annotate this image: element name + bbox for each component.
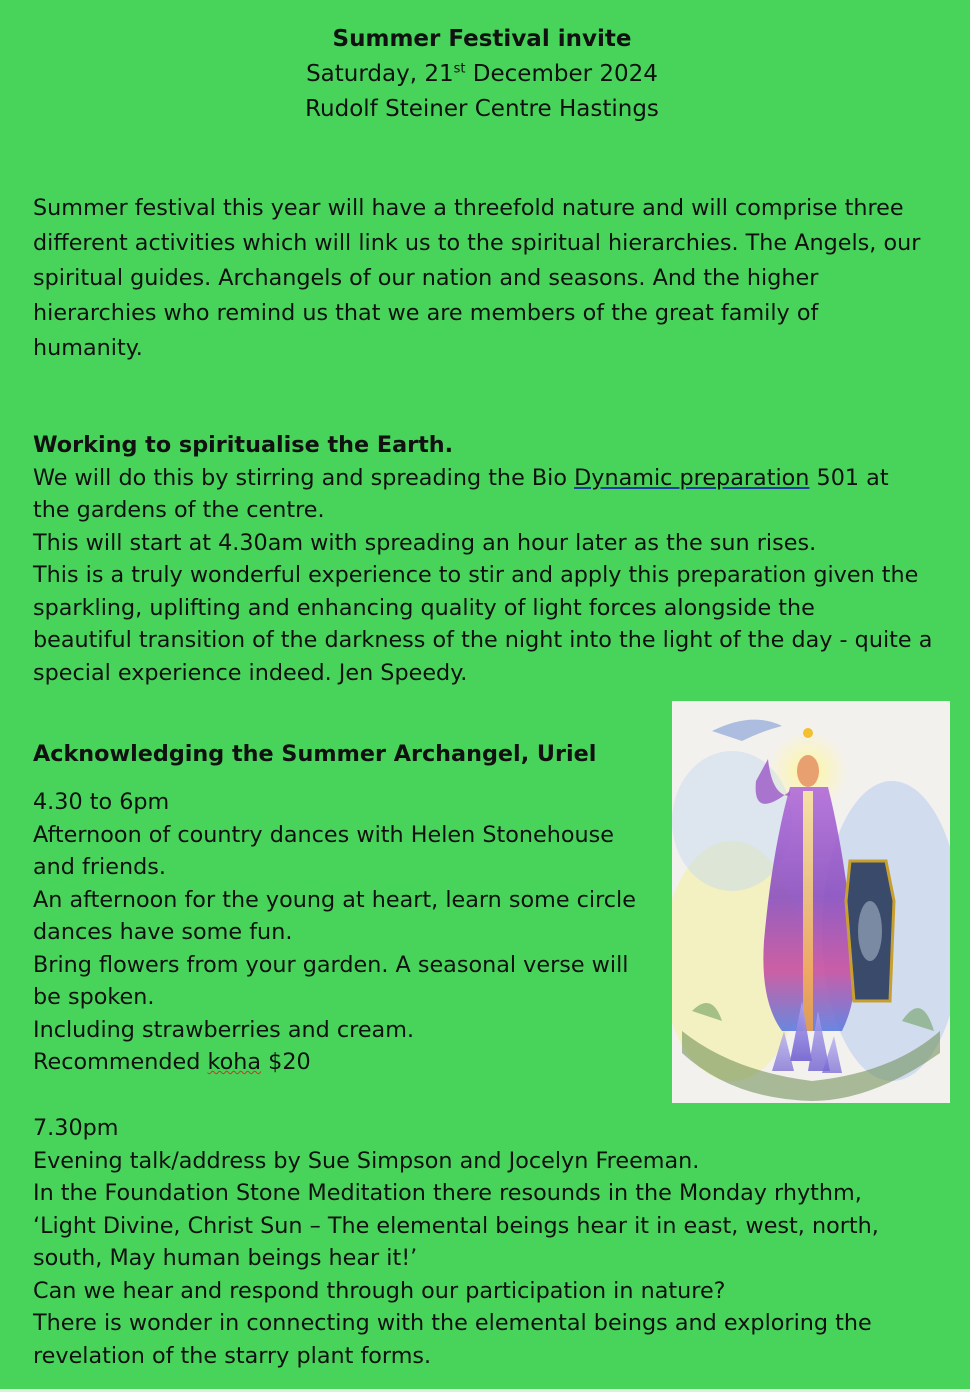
section-line: Afternoon of country dances with Helen Stonehouse (33, 821, 614, 848)
event-venue: Rudolf Steiner Centre Hastings (305, 96, 659, 122)
section-line: In the Foundation Stone Meditation there resounds in the Monday rhythm, (33, 1180, 862, 1206)
section-line: revelation of the starry plant forms. (33, 1342, 432, 1369)
intro-line: spiritual guides. Archangels of our nation and seasons. And the higher (33, 265, 819, 291)
intro-line: humanity. (33, 335, 143, 361)
archangel-uriel-image (672, 701, 950, 1103)
section-line: the gardens of the centre. (33, 497, 325, 523)
section-line: 7.30pm (33, 1115, 119, 1141)
section-evening-talk (33, 1112, 879, 1372)
section-line: We will do this by stirring and spreading the Bio Dynamic preparation 501 at (33, 464, 889, 491)
section-line: Evening talk/address by Sue Simpson and Jocelyn Freeman. (33, 1147, 700, 1174)
koha-line: Recommended koha $20 (33, 1049, 311, 1075)
section-line: be spoken. (33, 984, 155, 1010)
section-line: An afternoon for the young at heart, learn some circle (33, 886, 636, 913)
section-line: This is a truly wonderful experience to stir and apply this preparation given the (33, 562, 919, 588)
section-line: south, May human beings hear it!’ (33, 1245, 418, 1271)
section-line: Can we hear and respond through our participation in nature? (33, 1277, 726, 1304)
section-spiritualise-earth (33, 429, 932, 689)
section-line: dances have some fun. (33, 919, 293, 945)
intro-line: Summer festival this year will have a threefold nature and will comprise three (33, 195, 904, 221)
section-line: 4.30 to 6pm (33, 789, 170, 815)
intro-paragraph (33, 191, 920, 366)
section-heading-uriel: Acknowledging the Summer Archangel, Uriel (33, 741, 597, 767)
archangel-uriel-icon (672, 701, 950, 1103)
section-line: sparkling, uplifting and enhancing quality of light forces alongside the (33, 594, 815, 621)
section-uriel-body (33, 786, 636, 1079)
section-heading: Working to spiritualise the Earth. (33, 432, 454, 458)
koha-word: koha (207, 1049, 262, 1075)
section-line: There is wonder in connecting with the elemental beings and exploring the (33, 1310, 872, 1336)
section-line: Bring flowers from your garden. A seasonal verse will (33, 951, 629, 978)
section-line: This will start at 4.30am with spreading an hour later as the sun rises. (33, 529, 817, 556)
intro-line: hierarchies who remind us that we are members of the great family of (33, 300, 819, 326)
section-line: beautiful transition of the darkness of the night into the light of the day - quite a (33, 627, 933, 653)
section-line: and friends. (33, 854, 166, 880)
section-line: ‘Light Divine, Christ Sun – The elemental beings hear it in east, west, north, (33, 1212, 879, 1239)
intro-line: different activities which will link us to the spiritual hierarchies. The Angels, our (33, 230, 921, 256)
section-line: Including strawberries and cream. (33, 1016, 415, 1043)
event-date: Saturday, 21st December 2024 (306, 61, 658, 87)
biodynamic-preparation-link[interactable]: Dynamic preparation (574, 464, 810, 491)
page-title: Summer Festival invite (332, 26, 632, 52)
section-line: special experience indeed. Jen Speedy. (33, 659, 468, 686)
